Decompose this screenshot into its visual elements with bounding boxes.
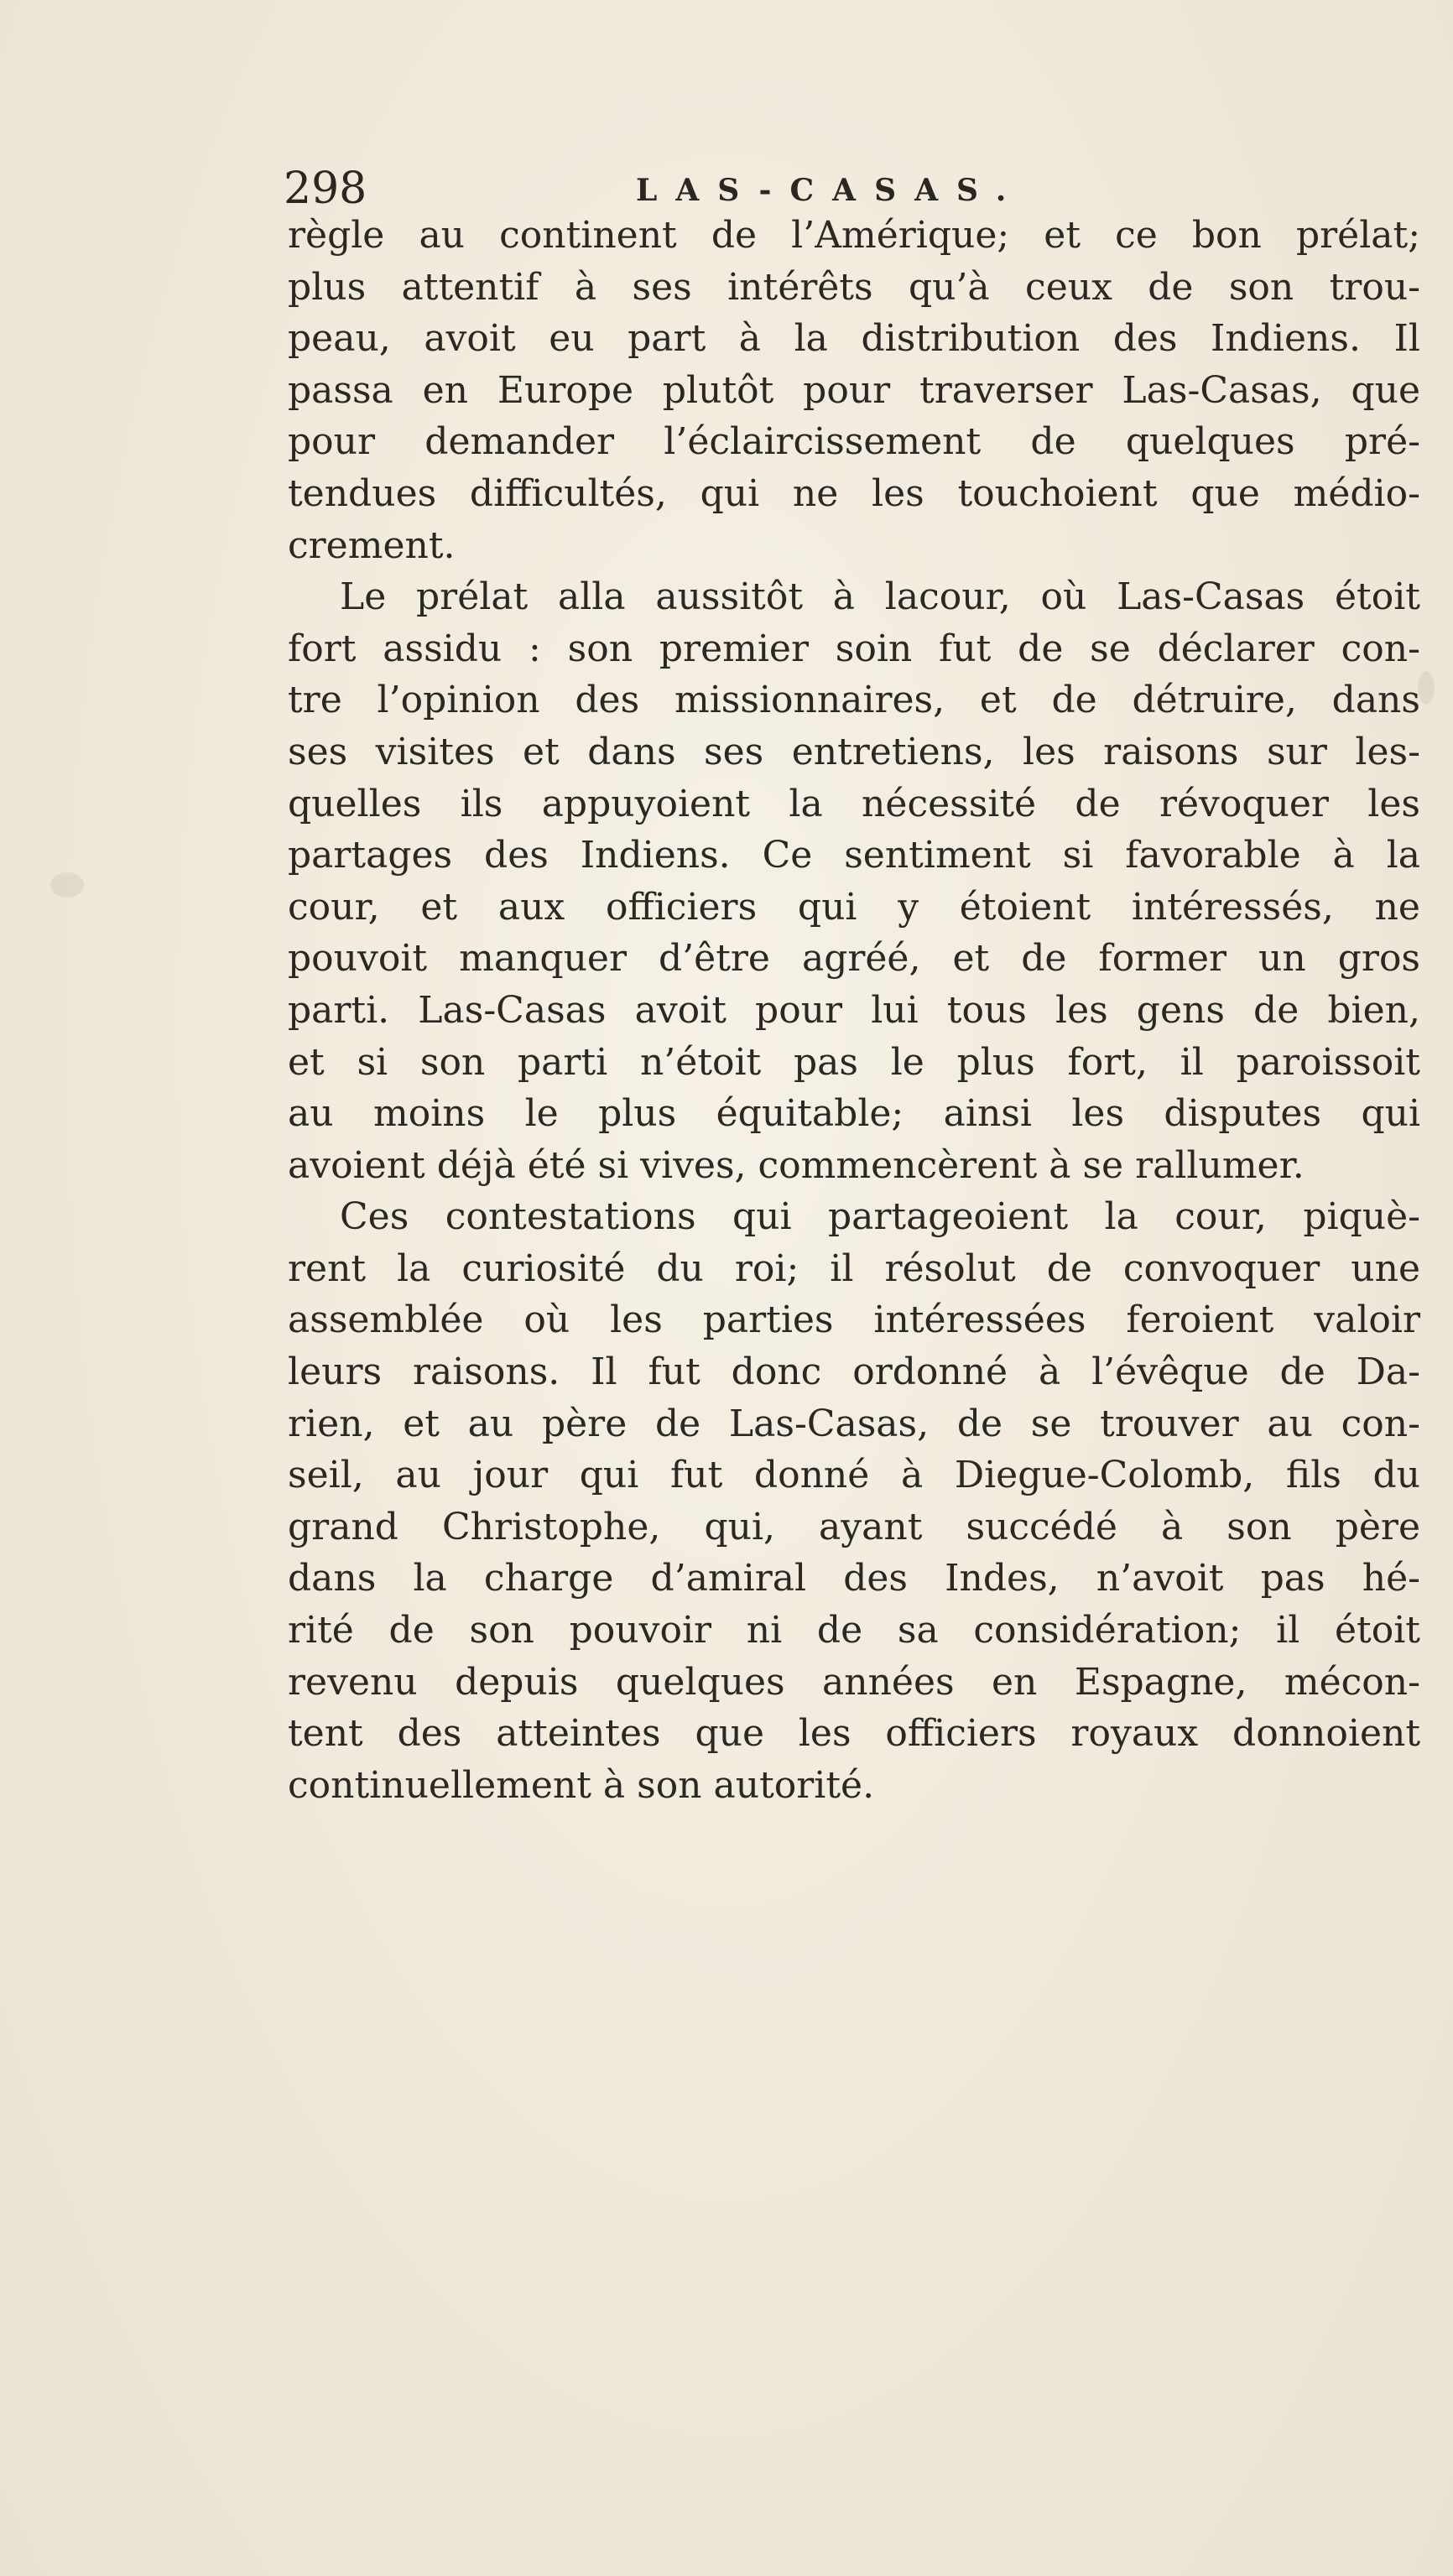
text-line: grand Christophe, qui, ayant succédé à son père bbox=[288, 1505, 1420, 1548]
text-line: ses visites et dans ses entretiens, les raisons sur les- bbox=[288, 730, 1420, 773]
text-line: quelles ils appuyoient la nécessité de révoquer les bbox=[288, 782, 1420, 825]
text-line: parti. Las-Casas avoit pour lui tous les gens de bien, bbox=[288, 988, 1420, 1032]
page-number: 298 bbox=[284, 164, 367, 214]
paper-stain bbox=[1418, 671, 1435, 705]
text-line: avoient déjà été si vives, commencèrent à se rallumer. bbox=[288, 1143, 1305, 1187]
text-line: rent la curiosité du roi; il résolut de convoquer une bbox=[288, 1246, 1421, 1290]
text-line: plus attentif à ses intérêts qu’à ceux de son trou- bbox=[288, 265, 1421, 309]
text-line: continuellement à son autorité. bbox=[288, 1763, 875, 1807]
text-line: dans la charge d’amiral des Indes, n’avoit pas hé- bbox=[288, 1557, 1420, 1600]
body-text bbox=[288, 210, 1420, 1811]
paper-stain bbox=[50, 872, 84, 898]
text-line: et si son parti n’étoit pas le plus fort, il paroissoit bbox=[288, 1040, 1420, 1084]
text-line: Le prélat alla aussitôt à lacour, où Las-Casas étoit bbox=[340, 575, 1420, 619]
text-line: peau, avoit eu part à la distribution des Indiens. Il bbox=[288, 317, 1420, 361]
text-line: rité de son pouvoir ni de sa considération; il étoit bbox=[288, 1609, 1420, 1652]
text-line: fort assidu : son premier soin fut de se déclarer con- bbox=[288, 627, 1420, 670]
text-line: revenu depuis quelques années en Espagne, mécon- bbox=[288, 1660, 1420, 1704]
text-line: seil, au jour qui fut donné à Diegue-Colomb, fils du bbox=[288, 1454, 1421, 1497]
text-line: pour demander l’éclaircissement de quelques pré- bbox=[288, 420, 1420, 464]
text-line: cour, et aux officiers qui y étoient intéressés, ne bbox=[288, 885, 1420, 929]
running-title: LAS-CASAS. bbox=[636, 173, 1025, 208]
text-line: rien, et au père de Las-Casas, de se trouver au con- bbox=[288, 1402, 1420, 1445]
text-line: partages des Indiens. Ce sentiment si favorable à la bbox=[288, 834, 1421, 877]
text-line: Ces contestations qui partageoient la cour, piquè- bbox=[340, 1195, 1420, 1239]
text-line: pouvoit manquer d’être agréé, et de former un gros bbox=[288, 937, 1421, 981]
text-line: passa en Europe plutôt pour traverser Las-Casas, que bbox=[288, 368, 1420, 412]
text-line: assemblée où les parties intéressées feroient valoir bbox=[288, 1298, 1420, 1342]
text-line: tendues difficultés, qui ne les touchoient que médio- bbox=[288, 471, 1420, 515]
text-line: crement. bbox=[288, 523, 456, 567]
text-line: règle au continent de l’Amérique; et ce bon prélat; bbox=[288, 214, 1421, 257]
text-line: tent des atteintes que les officiers royaux donnoient bbox=[288, 1712, 1421, 1756]
text-line: au moins le plus équitable; ainsi les disputes qui bbox=[288, 1092, 1421, 1136]
text-line: leurs raisons. Il fut donc ordonné à l’évêque de Da- bbox=[288, 1350, 1420, 1394]
text-line: tre l’opinion des missionnaires, et de détruire, dans bbox=[288, 679, 1420, 722]
